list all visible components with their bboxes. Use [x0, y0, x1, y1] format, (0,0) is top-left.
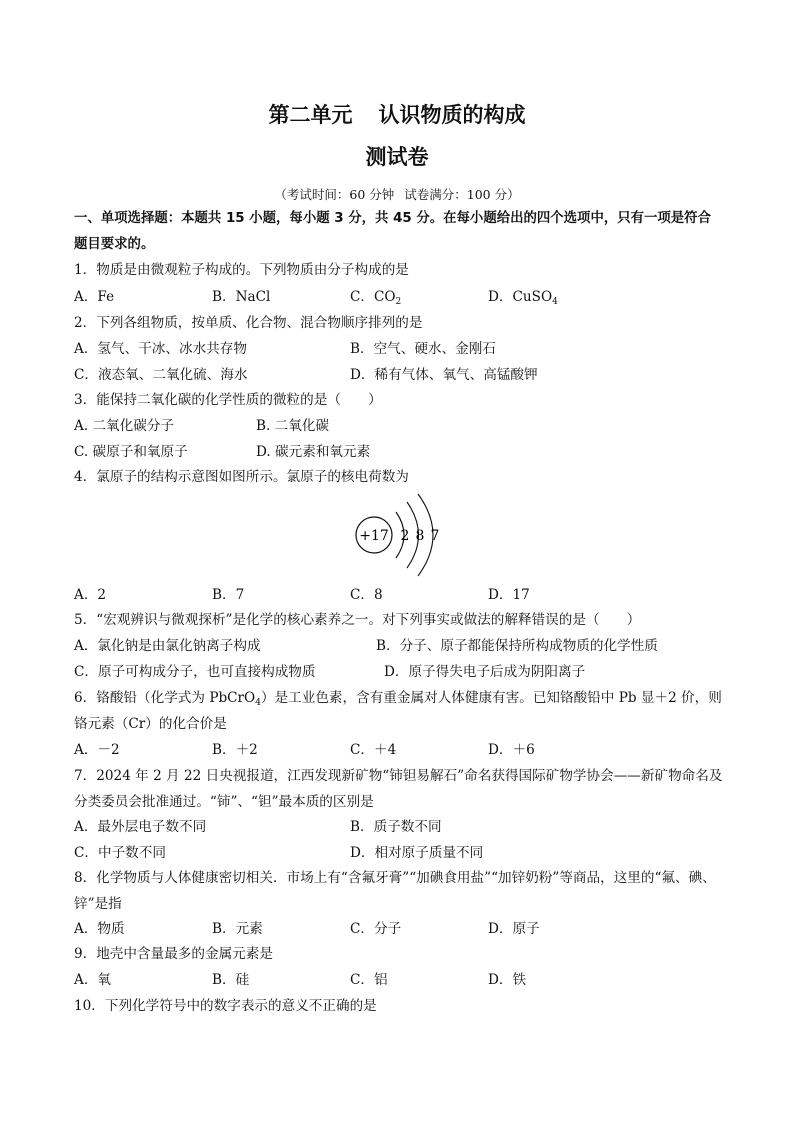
q7-option-a: A．最外层电子数不同 [74, 819, 207, 835]
q7-option-b: B．质子数不同 [350, 819, 442, 835]
topic-label: 认识物质的构成 [378, 103, 526, 127]
q9-stem: 9．地壳中含量最多的金属元素是 [74, 946, 273, 962]
q1-stem: 1．物质是由微观粒子构成的。下列物质由分子构成的是 [74, 262, 409, 278]
q2-stem: 2．下列各组物质，按单质、化合物、混合物顺序排列的是 [74, 315, 423, 331]
page-subtitle: 测试卷 [365, 145, 429, 169]
q1-option-c [350, 288, 401, 306]
q9-option-b: B．硅 [212, 972, 250, 988]
q1-option-c-sub: 2 [395, 297, 402, 307]
section-heading-cont: 题目要求的。 [74, 237, 155, 252]
page-title [0, 99, 794, 129]
shell-electrons-3: 7 [430, 528, 440, 544]
q7-option-d: D．相对原子质量不同 [350, 845, 484, 861]
q8-stem: 8．化学物质与人体健康密切相关．市场上有“含氟牙膏”“加碘食用盐”“加锌奶粉”等商品，这里的“氟、碘、 [74, 870, 716, 886]
q2-option-c: C．液态氧、二氧化硫、海水 [74, 367, 248, 383]
q5-option-d: D．原子得失电子后成为阴阳离子 [384, 664, 586, 680]
q8-stem-cont: 锌”是指 [74, 896, 122, 912]
q4-option-b: B．7 [212, 587, 245, 603]
q1-option-c-text: C．CO [350, 289, 396, 305]
q9-option-d: D．铁 [488, 972, 527, 988]
q4-option-d: D．17 [488, 587, 530, 603]
q4-option-c: C．8 [350, 587, 383, 603]
q2-option-a: A．氢气、干冰、冰水共存物 [74, 341, 247, 357]
unit-label: 第二单元 [268, 103, 353, 127]
shell-electrons-1: 2 [400, 528, 410, 544]
shell-electrons-2: 8 [415, 528, 425, 544]
q9-option-c: C．铝 [350, 972, 388, 988]
q6-option-b: B．＋2 [212, 742, 258, 758]
q8-option-d: D．原子 [488, 921, 540, 937]
q3-option-a: A. 二氧化碳分子 [74, 418, 175, 434]
q5-stem: 5．“宏观辨识与微观探析”是化学的核心素养之一。对下列事实或做法的解释错误的是（ ） [74, 612, 641, 628]
q7-stem-cont: 分类委员会批准通过。“铈”、“钽”最本质的区别是 [74, 794, 374, 810]
q6-stem-cont: 铬元素（Cr）的化合价是 [74, 716, 227, 732]
q3-option-c: C. 碳原子和氧原子 [74, 444, 188, 460]
q8-option-b: B．元素 [212, 921, 263, 937]
q6-stem [74, 689, 722, 707]
q3-option-b: B. 二氧化碳 [256, 418, 330, 434]
q5-option-c: C．原子可构成分子，也可直接构成物质 [74, 664, 316, 680]
q6-stem-sub: 4 [255, 698, 261, 708]
q3-stem: 3．能保持二氧化碳的化学性质的微粒的是（ ） [74, 392, 382, 408]
q6-option-a: A．－2 [74, 742, 120, 758]
q4-option-a: A．2 [74, 587, 107, 603]
q7-option-c: C．中子数不同 [74, 845, 166, 861]
q1-option-a: A．Fe [74, 289, 115, 305]
q7-stem: 7．2024 年 2 月 22 日央视报道，江西发现新矿物“铈钽易解石”命名获得国际矿物学协会——新矿物命名及 [74, 768, 723, 784]
q1-option-b: B．NaCl [212, 289, 271, 305]
q6-stem-pre: 6．铬酸铅（化学式为 PbCrO [74, 690, 256, 706]
q8-option-c: C．分子 [350, 921, 402, 937]
q2-option-d: D．稀有气体、氧气、高锰酸钾 [350, 367, 538, 383]
exam-info [0, 185, 794, 203]
q6-option-d: D．＋6 [488, 742, 535, 758]
q9-option-a: A．氧 [74, 972, 112, 988]
q1-option-d-sub: 4 [552, 297, 558, 307]
q8-option-a: A．物质 [74, 921, 125, 937]
q5-option-b: B．分子、原子都能保持所构成物质的化学性质 [376, 638, 658, 654]
section-heading: 一、单项选择题：本题共 15 小题，每小题 3 分，共 45 分。在每小题给出的四个选项中，只有一项是符合 [74, 211, 711, 226]
q10-stem: 10．下列化学符号中的数字表示的意义不正确的是 [74, 998, 377, 1014]
q3-option-d: D. 碳元素和氧元素 [256, 444, 371, 460]
nucleus-charge: +17 [359, 528, 389, 544]
q1-option-d-text: D．CuSO [488, 289, 553, 305]
q6-stem-post: ）是工业色素，含有重金属对人体健康有害。已知铬酸铅中 Pb 显＋2 价，则 [260, 690, 722, 706]
chlorine-atom-diagram [350, 490, 450, 580]
q6-option-c: C．＋4 [350, 742, 397, 758]
q1-option-d [488, 288, 558, 306]
q4-stem: 4．氯原子的结构示意图如图所示。氯原子的核电荷数为 [74, 469, 409, 485]
q2-option-b: B．空气、硬水、金刚石 [350, 341, 496, 357]
q5-option-a: A．氯化钠是由氯化钠离子构成 [74, 638, 261, 654]
exam-score: 试卷满分：100 分） [404, 187, 520, 202]
exam-time: （考试时间：60 分钟 [274, 187, 395, 202]
